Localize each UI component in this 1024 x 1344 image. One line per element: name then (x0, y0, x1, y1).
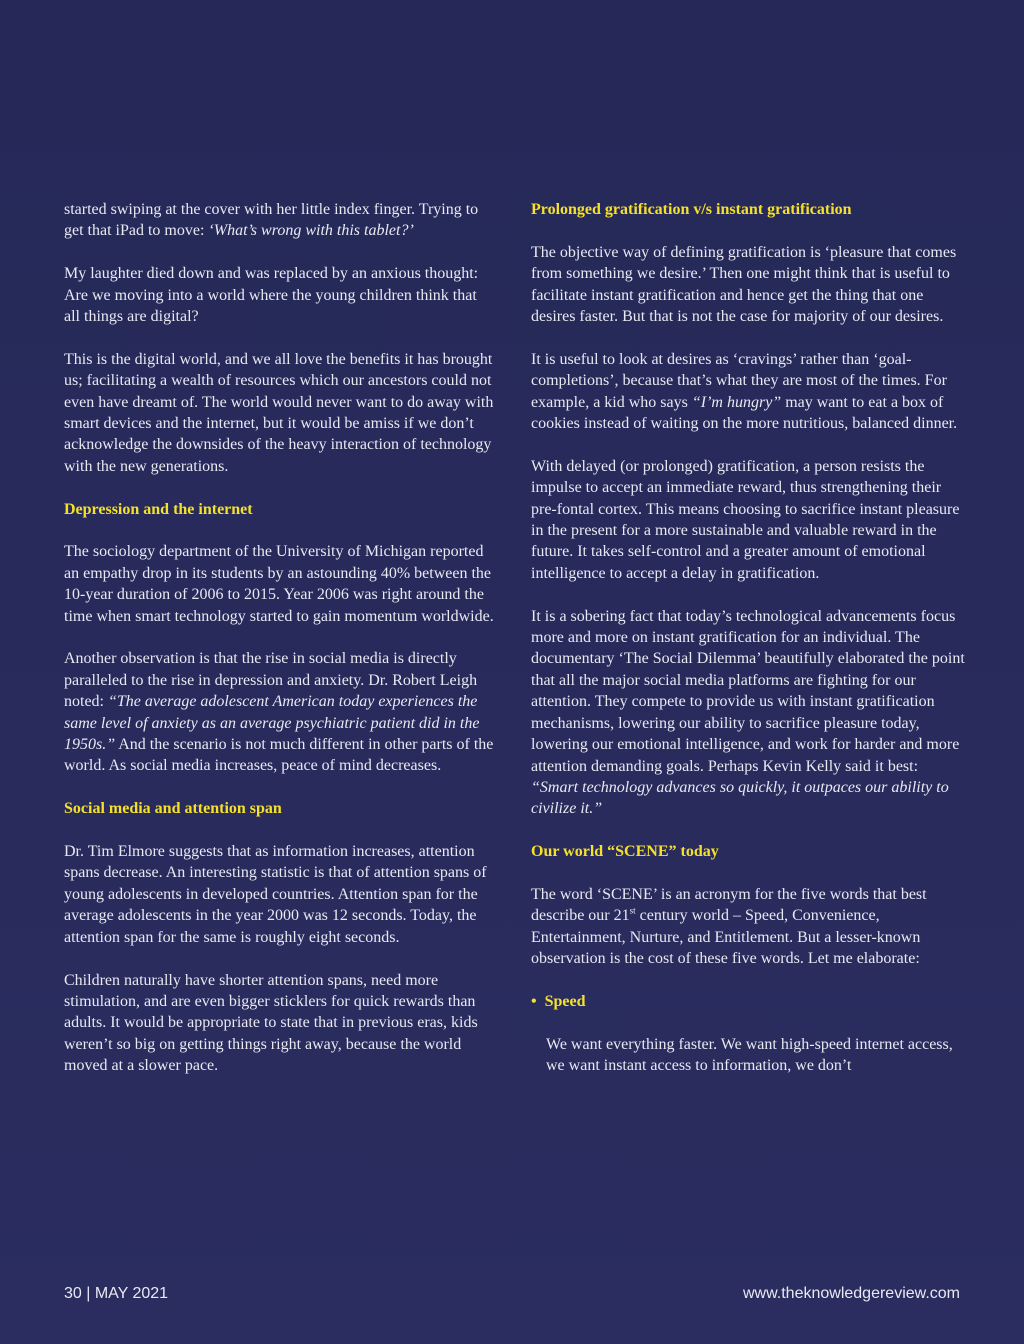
paragraph: Children naturally have shorter attention spans, need more stimulation, and are even bigger sticklers for quick rewards than adults. It would be appropriate to state that in previous eras, kids weren’t so big on getting things right away, because the world moved at a slower pace. (64, 971, 478, 1075)
bullet-icon: • (531, 992, 537, 1010)
section-heading: Prolonged gratification v/s instant gratification (531, 201, 852, 218)
paragraph: The word ‘SCENE’ is an acronym for the five words that best describe our 21st century world – Speed, Convenience, Entertainment, Nurture, and Entitlement. But a lesser-known observation is the cost of these five words. Let me elaborate: (531, 885, 927, 968)
left-column (64, 199, 494, 1098)
quote: ‘What’s wrong with this tablet?’ (208, 222, 414, 240)
bullet-item (531, 991, 966, 1012)
paragraph: With delayed (or prolonged) gratification, a person resists the impulse to accept an immediate reward, thus strengthening their pre-fontal cortex. This means choosing to sacrifice instant pleasure in the present for a more sustainable and valuable reward in the future. It takes self-control and a greater amount of emotional intelligence to accept a delay in gratification. (531, 457, 960, 582)
right-column (531, 199, 966, 1077)
page-number: 30 | MAY 2021 (64, 1285, 169, 1302)
paragraph: We want everything faster. We want high-speed internet access, we want instant access to information, we don’t (546, 1035, 953, 1075)
bullet-label: Speed (544, 992, 586, 1010)
paragraph: started swiping at the cover with her little index finger. Trying to get that iPad to move: ‘What’s wrong with this tablet?’ (64, 201, 479, 240)
quote: “The average adolescent American today experiences the same level of anxiety as an average psychiatric patient did in the 1950s.” (64, 693, 480, 754)
paragraph: Another observation is that the rise in social media is directly paralleled to the rise in depression and anxiety. Dr. Robert Leigh noted: “The average adolescent American today experiences the same level of anxiety as an average psychiatric patient did in the 1950s.” And the scenario is not much different in other parts of the world. As social media increases, peace of mind decreases. (64, 650, 494, 775)
paragraph: Dr. Tim Elmore suggests that as information increases, attention spans decrease. An interesting statistic is that of attention spans of young adolescents in developed countries. Attention span for the average adolescents in the year 2000 was 12 seconds. Today, the attention span for the same is roughly eight seconds. (64, 843, 487, 946)
paragraph: The sociology department of the University of Michigan reported an empathy drop in its students by an astounding 40% between the 10-year duration of 2006 to 2015. Year 2006 was right around the time when smart technology started to gain momentum worldwide. (64, 543, 494, 625)
paragraph: The objective way of defining gratification is ‘pleasure that comes from something we desire.’ Then one might think that is useful to facilitate instant gratification and hence get the thing that one desires faster. But that is not the case for majority of our desires. (531, 243, 957, 326)
quote: “Smart technology advances so quickly, it outpaces our ability to civilize it.” (531, 778, 949, 818)
website-url: www.theknowledgereview.com (743, 1285, 960, 1302)
section-heading: Our world “SCENE” today (531, 843, 719, 861)
quote: “I’m hungry” (691, 393, 782, 411)
paragraph: My laughter died down and was replaced by an anxious thought: Are we moving into a world where the young children think that all things are digital? (64, 265, 479, 326)
section-heading: Social media and attention span (64, 800, 282, 818)
section-heading: Depression and the internet (64, 500, 253, 518)
paragraph: This is the digital world, and we all love the benefits it has brought us; facilitating a wealth of resources which our ancestors could not even have dreamt of. The world would never want to do away with smart devices and the internet, but it would be amiss if we don’t acknowledge the downsides of the heavy interaction of technology with the new generations. (64, 350, 494, 475)
paragraph: It is a sobering fact that today’s technological advancements focus more and more on instant gratification for an individual. The documentary ‘The Social Dilemma’ beautifully elaborated the point that all the major social media platforms are fighting for our attention. They compete to provide us with instant gratification mechanisms, lowering our ability to sacrifice pleasure today, lowering our emotional intelligence, and work for harder and more attention demanding goals. Perhaps Kevin Kelly said it best: “Smart technology advances so quickly, it outpaces our ability to civilize it.” (531, 607, 965, 818)
paragraph: It is useful to look at desires as ‘cravings’ rather than ‘goal-completions’, because that’s what they are most of the times. For example, a kid who says “I’m hungry” may want to eat a box of cookies instead of waiting on the more nutritious, balanced dinner. (531, 350, 958, 433)
